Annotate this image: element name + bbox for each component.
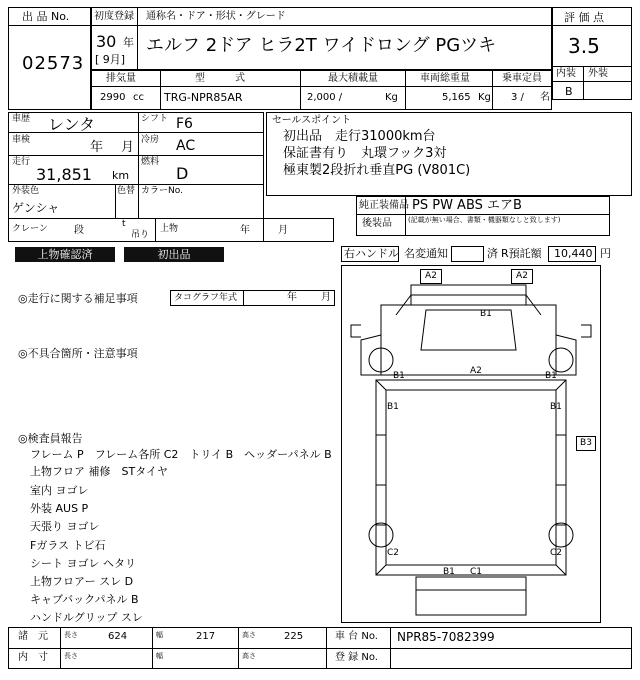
inspection-label: 車検 xyxy=(12,135,31,145)
history-value: レンタ xyxy=(48,115,95,134)
divider xyxy=(390,627,391,669)
chassis-number: NPR85-7082399 xyxy=(397,630,495,644)
mileage-unit: km xyxy=(112,169,130,182)
displacement-unit: cc xyxy=(133,92,144,103)
inspector-heading: ◎検査員報告 xyxy=(18,432,83,445)
damage-label-b1-left-mid: B1 xyxy=(387,402,399,412)
sales-point-label: セールスポイント xyxy=(272,115,352,126)
max-load-label: 最大積載量 xyxy=(328,73,378,84)
upper-label: 上物 xyxy=(160,224,179,234)
divider xyxy=(405,70,406,110)
color-number-label: カラーNo. xyxy=(141,186,183,196)
lot-number: 02573 xyxy=(22,53,85,74)
ac-value: AC xyxy=(176,138,196,154)
upper-extension xyxy=(264,218,334,242)
color-change-label: 色替 xyxy=(117,186,136,196)
inspector-line: ハンドルグリップ スレ xyxy=(30,611,143,624)
length-value: 624 xyxy=(108,631,128,642)
crane-label: クレーン xyxy=(12,224,48,234)
rating-label: 評 価 点 xyxy=(564,11,604,24)
interior-width-label: 幅 xyxy=(156,652,163,660)
exterior-grade-label: 外装 xyxy=(588,68,608,79)
divider xyxy=(552,66,632,67)
shift-value: F6 xyxy=(176,116,193,132)
right-handle-label: 右ハンドル xyxy=(344,247,399,260)
genuine-equipment-label: 純正装備品 xyxy=(359,200,409,211)
upper-month: 月 xyxy=(278,225,288,236)
name-change-field xyxy=(451,246,484,262)
sales-point-line: 初出品 走行31000km台 xyxy=(283,129,436,144)
dimensions-label: 諸 元 xyxy=(18,631,48,642)
recycle-deposit-unit: 円 xyxy=(600,247,611,260)
damage-label-b1-cab: B1 xyxy=(480,309,492,319)
divider xyxy=(115,184,116,218)
height-label: 高さ xyxy=(242,631,256,639)
inspector-line: シート ヨゴレ ヘタリ xyxy=(30,557,136,570)
damage-label-a2-top-right: A2 xyxy=(511,269,533,284)
exterior-color: ゲンシャ xyxy=(12,201,60,215)
interior-dimensions-label: 内 寸 xyxy=(18,652,48,663)
damage-label-a2-top-left: A2 xyxy=(420,269,442,284)
inspection-year: 年 xyxy=(90,140,104,155)
inspector-line: 室内 ヨゴレ xyxy=(30,484,89,497)
year-unit: 年 xyxy=(123,36,134,49)
divider xyxy=(137,7,138,70)
defects-heading: ◎不具合箇所・注意事項 xyxy=(18,347,138,360)
inspection-month: 月 xyxy=(121,140,135,155)
damage-label-b1-left-upper: B1 xyxy=(393,371,405,381)
tachograph-year: 年 xyxy=(287,292,297,303)
recycle-deposit-label: R預託額 xyxy=(501,247,542,260)
aftermarket-note: (記載が無い場合、書類・機器類なしと致します) xyxy=(408,216,561,224)
damage-label-b3: B3 xyxy=(576,436,596,451)
exterior-color-label: 外装色 xyxy=(12,186,40,196)
damage-label-a2-mid: A2 xyxy=(470,366,482,376)
fuel-value: D xyxy=(176,164,189,183)
length-label: 長さ xyxy=(64,631,78,639)
width-label: 幅 xyxy=(156,631,163,639)
vehicle-name-label: 通称名・ドア・形状・グレード xyxy=(146,11,286,22)
crane-stage: 段 xyxy=(74,225,84,236)
capacity-unit: 名 xyxy=(540,92,550,103)
genuine-equipment: PS PW ABS エアB xyxy=(412,198,522,213)
gross-weight-label: 車両総重量 xyxy=(420,73,470,84)
aftermarket-label: 後装品 xyxy=(362,218,392,229)
divider xyxy=(243,290,244,306)
vehicle-model-name: エルフ 2ドア ヒラ2T ワイドロング PGツキ xyxy=(146,35,497,56)
divider xyxy=(160,70,161,110)
rating-value: 3.5 xyxy=(568,34,600,58)
sales-point-line: 保証書有り 丸環フック3対 xyxy=(283,146,447,161)
displacement-label: 排気量 xyxy=(106,73,136,84)
damage-label-c2-left: C2 xyxy=(387,548,400,558)
crane-ton: t xyxy=(122,219,126,229)
model-code-label: 型 式 xyxy=(195,73,245,84)
divider xyxy=(552,81,632,82)
fuel-label: 燃料 xyxy=(141,157,160,167)
upper-confirmed-badge: 上物確認済 xyxy=(15,247,115,262)
divider xyxy=(60,627,61,669)
gross-weight-unit: Kg xyxy=(478,92,491,103)
damage-label-c1-bottom: C1 xyxy=(470,567,483,577)
capacity-label: 乗車定員 xyxy=(502,73,542,84)
inspector-line: キャブバックパネル B xyxy=(30,593,139,606)
divider xyxy=(8,25,91,26)
tachograph-label: タコグラフ年式 xyxy=(174,293,238,303)
gross-weight-value: 5,165 xyxy=(442,92,471,103)
ac-label: 冷房 xyxy=(141,135,160,145)
width-value: 217 xyxy=(196,631,216,642)
divider xyxy=(583,66,584,100)
first-registration-label: 初度登録 xyxy=(94,11,134,22)
inspector-line: 外装 AUS P xyxy=(30,502,89,515)
divider xyxy=(238,627,239,669)
checkmark-label: 済 xyxy=(487,247,498,260)
damage-label-c2-right: C2 xyxy=(550,548,563,558)
interior-length-label: 長さ xyxy=(64,652,78,660)
upper-year: 年 xyxy=(240,225,250,236)
shift-label: シフト xyxy=(141,114,169,124)
divider xyxy=(300,70,301,110)
registration-month: [ 9月] xyxy=(95,53,126,66)
divider xyxy=(8,155,264,156)
displacement-value: 2990 xyxy=(100,92,126,103)
divider xyxy=(356,214,610,215)
divider xyxy=(8,648,632,649)
inspector-line: フレーム P フレーム各所 C2 トリイ B ヘッダーパネル B xyxy=(30,448,332,461)
crane-hoist: 吊り xyxy=(131,230,150,240)
damage-label-b1-right-upper: B1 xyxy=(545,371,557,381)
divider xyxy=(91,25,552,26)
interior-height-label: 高さ xyxy=(242,652,256,660)
divider xyxy=(8,184,264,185)
tachograph-month: 月 xyxy=(321,292,331,303)
max-load-unit: Kg xyxy=(385,92,398,103)
divider xyxy=(8,132,264,133)
divider xyxy=(552,25,632,26)
damage-label-b1-bottom: B1 xyxy=(443,567,455,577)
divider xyxy=(492,70,493,110)
mileage-label: 走行 xyxy=(12,157,31,167)
lot-no-label: 出 品 No. xyxy=(22,10,70,23)
damage-label-b1-right-mid: B1 xyxy=(550,402,562,412)
capacity-value: 3 / xyxy=(511,92,524,103)
interior-grade-label: 内装 xyxy=(556,68,576,79)
interior-grade: B xyxy=(565,85,573,98)
inspector-line: Fガラス トビ石 xyxy=(30,539,106,552)
registration-number-label: 登 録 No. xyxy=(335,652,378,663)
registration-year: 30 xyxy=(96,32,117,51)
mileage-value: 31,851 xyxy=(36,165,92,184)
divider xyxy=(326,627,327,669)
first-listing-badge: 初出品 xyxy=(124,247,224,262)
inspector-line: 上物フロア 補修 STタイヤ xyxy=(30,465,168,478)
history-label: 車歴 xyxy=(12,114,31,124)
height-value: 225 xyxy=(284,631,304,642)
divider xyxy=(138,112,139,218)
supplement-heading: ◎走行に関する補足事項 xyxy=(18,292,138,305)
name-change-label: 名変通知 xyxy=(404,247,448,260)
inspector-line: 上物フロアー スレ D xyxy=(30,575,134,588)
max-load-value: 2,000 / xyxy=(307,92,343,103)
model-code: TRG-NPR85AR xyxy=(164,91,243,104)
divider xyxy=(152,627,153,669)
recycle-deposit-value: 10,440 xyxy=(554,247,593,260)
inspector-line: 天張り ヨゴレ xyxy=(30,520,100,533)
chassis-label: 車 台 No. xyxy=(335,631,378,642)
sales-point-line: 極東製2段折れ垂直PG (V801C) xyxy=(283,163,471,178)
